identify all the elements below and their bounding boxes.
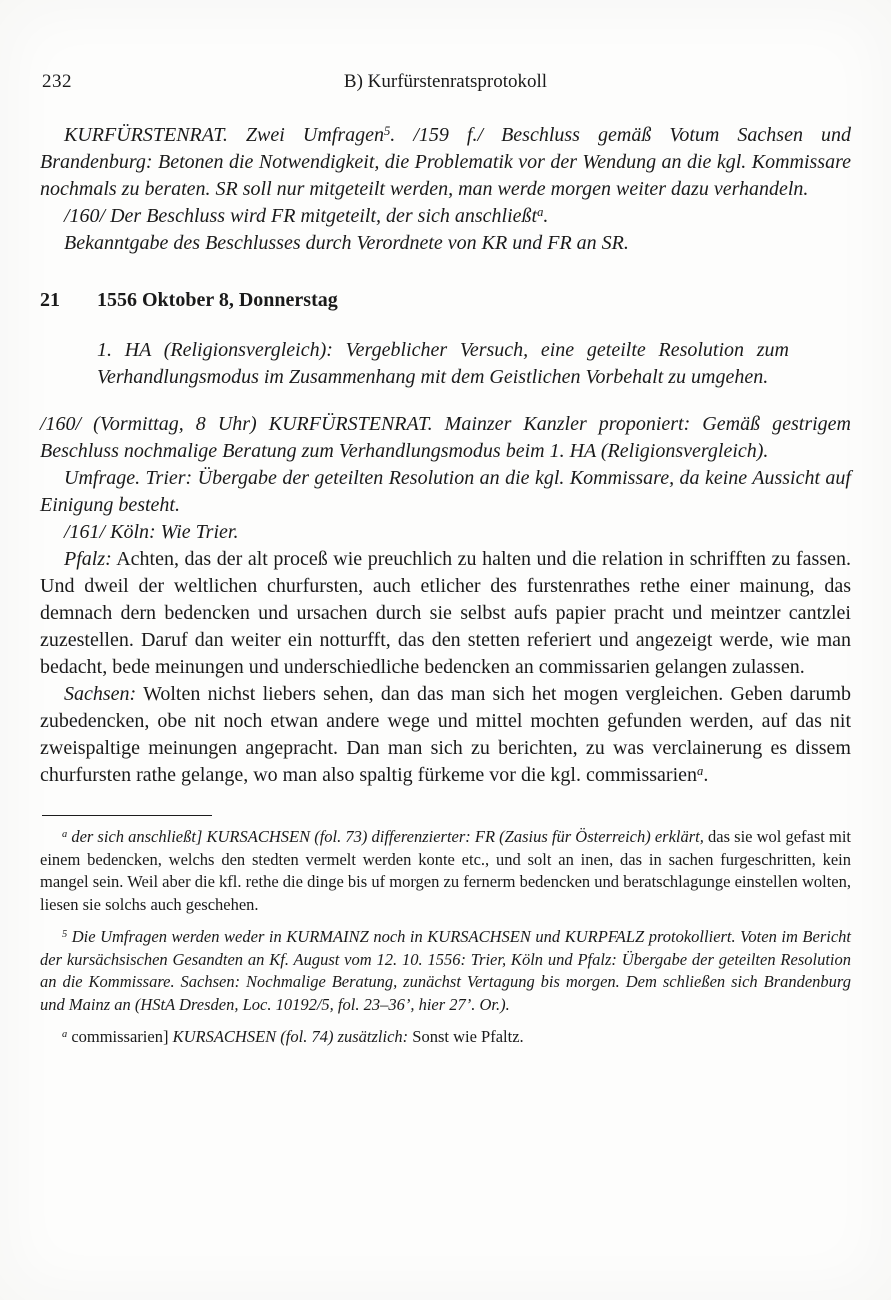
footnote-a-anschliesst bbox=[40, 826, 851, 916]
text-segment: Bekanntgabe des Beschlusses durch Verordnete von KR und FR an SR. bbox=[64, 232, 629, 254]
footnote-a-commissarien bbox=[40, 1026, 851, 1049]
page-number: 232 bbox=[42, 71, 72, 92]
text-segment: Die Umfragen werden weder in KURMAINZ noch in KURSACHSEN und KURPFALZ protokolliert. Voten im Bericht der kursächsischen Gesandten an Kf. August vom 12. 10. 1556: Trier, Köln und Pfalz: Übergabe der geteilten Resolution an die Kommissare. Sachsen: Nochmalige Beratung, zunächst Vertagung bis morgen. Dem schließen sich Brandenburg und Mainz an (HStA Dresden, Loc. 10192/5, fol. 23–36’, hier 27’. Or.). bbox=[40, 927, 851, 1014]
text-segment: /160/ (Vormittag, 8 Uhr) KURFÜRSTENRAT. Mainzer Kanzler proponiert: Gemäß gestrigem Beschluss nochmalige Beratung zum Verhandlungsmodus beim 1. HA (Religionsvergleich). bbox=[40, 413, 851, 462]
text-segment: a bbox=[537, 205, 544, 220]
footnote-list bbox=[40, 826, 851, 1049]
text-segment: . /159 f./ Beschluss gemäß Votum Sachsen und Brandenburg: Betonen die Notwendigkeit, die Problematik vor der Wendung an die kgl. Kommissare nochmals zu beraten. SR soll nur mitgeteilt werden, man werde morgen weiter dazu verhandeln. bbox=[40, 124, 852, 200]
regest-beschluss-fr bbox=[40, 203, 851, 230]
text-segment: a bbox=[62, 1029, 68, 1041]
text-segment: KURFÜRSTENRAT. Zwei Umfragen bbox=[64, 124, 384, 146]
text-segment: Pfalz: bbox=[64, 548, 112, 570]
entry-date-title: 1556 Oktober 8, Donnerstag bbox=[97, 289, 338, 311]
entry-heading bbox=[40, 287, 851, 314]
entry-paragraphs bbox=[40, 411, 851, 789]
text-segment: commissarien] bbox=[67, 1027, 173, 1046]
text-segment: a bbox=[697, 764, 704, 779]
text-segment: Achten, das der alt proceß wie preuchlich zu halten und die relation in schrifften zu fassen. Und dweil der weltlichen churfursten, auch etlicher des furstenrathes rethe einer mainung, das demnach dern bedencken und ursachen durch sie selbst aufs papier pracht und meintzer cantzlei zuzestellen. Daruf dan weiter ein notturfft, das den stetten referiert und angezeigt werde, wie man bedacht, bede meinungen und underschiedliche bedencken an commissarien gelangen zulassen. bbox=[40, 548, 851, 678]
votum-pfalz bbox=[40, 546, 851, 681]
text-segment: . bbox=[703, 764, 709, 786]
text-segment: . bbox=[543, 205, 549, 227]
running-header bbox=[40, 70, 851, 94]
text-segment: Umfrage. Trier: Übergabe der geteilten Resolution an die kgl. Kommissare, da keine Aussicht auf Einigung besteht. bbox=[40, 467, 851, 516]
entry-number: 21 bbox=[40, 289, 60, 311]
running-header-title: B) Kurfürstenratsprotokoll bbox=[343, 71, 548, 92]
footnotes-section bbox=[40, 815, 851, 1049]
regest-umfragen bbox=[40, 122, 851, 203]
main-text-block bbox=[40, 122, 851, 1049]
text-segment: Sonst wie Pfaltz. bbox=[408, 1027, 524, 1046]
text-segment: a bbox=[62, 829, 68, 841]
regest-bekanntgabe bbox=[40, 230, 851, 257]
umfrage-trier bbox=[40, 465, 851, 519]
text-segment: 5 bbox=[383, 124, 391, 139]
text-segment: KURSACHSEN (fol. 74) zusätzlich: bbox=[172, 1027, 409, 1046]
text-segment: /160/ Der Beschluss wird FR mitgeteilt, der sich anschließt bbox=[64, 205, 538, 227]
text-segment: Wolten nichst liebers sehen, dan das man sich het mogen vergleichen. Geben darumb zubedencken, obe nit noch etwan andere wege und mittel mochten gefunden werden, auf das nit zweispaltige meinungen angepracht. Dan man sich zu berichten, zu was verclainerung es dissem churfursten rathe gelange, wo man also spaltig fürkeme vor die kgl. commissarien bbox=[40, 683, 851, 786]
footnote-separator-rule bbox=[42, 815, 212, 816]
text-segment: 1. HA (Religionsvergleich): Vergeblicher Versuch, eine geteilte Resolution zum Verhandlungsmodus im Zusammenhang mit dem Geistlichen Vorbehalt zu umgehen. bbox=[97, 339, 789, 388]
text-segment: 5 bbox=[62, 929, 68, 941]
entry-summary bbox=[97, 337, 789, 391]
entry-summary-text bbox=[97, 337, 789, 391]
protokoll-vormittag bbox=[40, 411, 851, 465]
votum-koeln bbox=[40, 519, 851, 546]
text-segment: der sich anschließt] KURSACHSEN (fol. 73) differenzierter: FR (Zasius für Österreich) erklärt, bbox=[67, 827, 704, 846]
text-segment: Sachsen: bbox=[64, 683, 137, 705]
text-segment: /161/ Köln: Wie Trier. bbox=[64, 521, 239, 543]
regest-paragraphs bbox=[40, 122, 851, 257]
footnote-5-umfragen bbox=[40, 926, 851, 1016]
text-segment: das sie wol gefast mit einem bedencken, welchs den stedten vermelt werden konte etc., und solt an inen, das in sachen furgeschritten, kein mangel sein. Weil aber die kfl. rethe die dinge bis uf morgen zu fernerm bedencken und beratschlagunge einstellen wolten, liesen sie solchs auch geschehen. bbox=[40, 827, 852, 914]
votum-sachsen bbox=[40, 681, 851, 789]
